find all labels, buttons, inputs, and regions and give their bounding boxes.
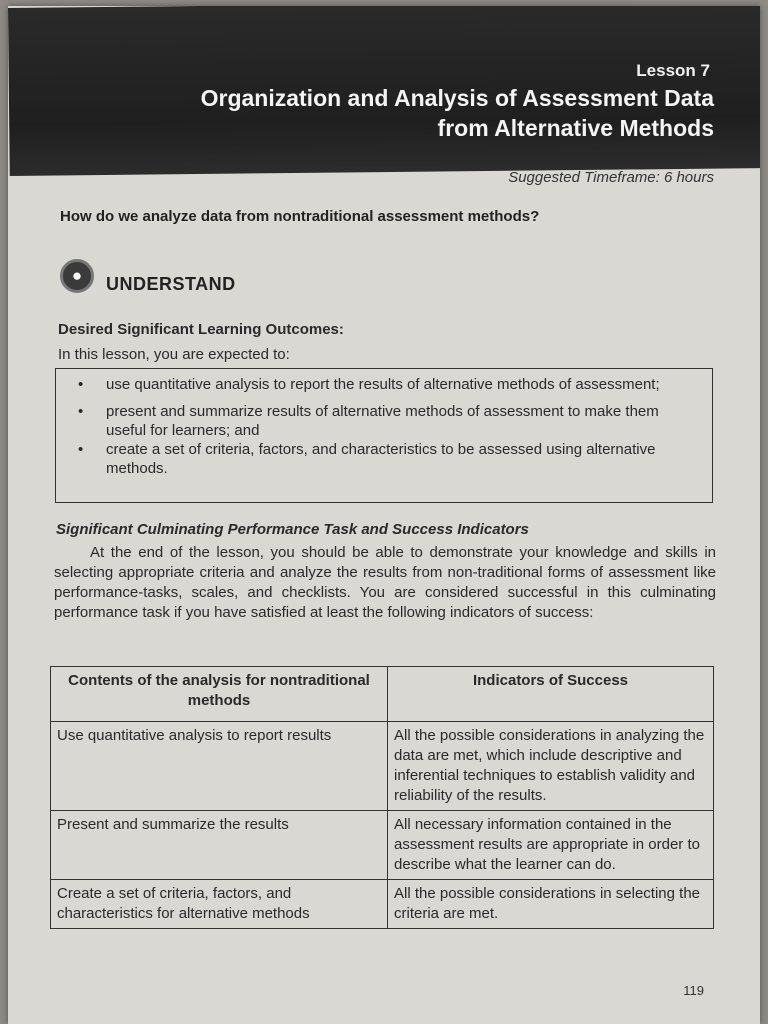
essential-question: How do we analyze data from nontraditional assessment methods? <box>60 208 540 225</box>
bullet-icon: • <box>78 403 84 420</box>
lesson-title-line-1: Organization and Analysis of Assessment Data <box>200 85 714 111</box>
outcomes-box <box>55 368 713 503</box>
lightbulb-icon: ● <box>60 259 94 293</box>
lesson-title-line-2: from Alternative Methods <box>437 115 714 141</box>
outcome-item: • use quantitative analysis to report the results of alternative methods of assessment; <box>78 376 660 393</box>
table-cell: All the possible considerations in selecting the criteria are met. <box>388 880 714 929</box>
column-header: Contents of the analysis for nontraditional methods <box>51 667 388 722</box>
outcome-item: • present and summarize results of alternative methods of assessment to make them useful for learners; and <box>78 403 659 439</box>
table-cell: Present and summarize the results <box>51 811 388 880</box>
bullet-icon: • <box>78 376 84 393</box>
culminating-task-paragraph: At the end of the lesson, you should be able to demonstrate your knowledge and skills in selecting appropriate criteria and analyze the results from non-traditional forms of assessment like performance-tasks, scales, and checklists. You are considered successful in this culminating performance task if you have satisfied at least the following indicators of success: <box>54 544 716 621</box>
outcomes-heading: Desired Significant Learning Outcomes: <box>58 321 344 338</box>
culminating-task-heading: Significant Culminating Performance Task and Success Indicators <box>56 521 529 538</box>
outcomes-intro: In this lesson, you are expected to: <box>58 346 290 363</box>
lesson-label: Lesson 7 <box>636 61 710 80</box>
suggested-timeframe: Suggested Timeframe: 6 hours <box>508 169 714 186</box>
page-number: 119 <box>683 983 704 998</box>
outcomes-list <box>78 375 698 478</box>
table-cell: Create a set of criteria, factors, and characteristics for alternative methods <box>51 880 388 929</box>
column-header: Indicators of Success <box>388 667 714 722</box>
table-cell: All the possible considerations in analyzing the data are met, which include descriptive and inferential techniques to establish validity and reliability of the results. <box>388 722 714 811</box>
table-row <box>51 811 714 880</box>
table-header-row <box>51 667 714 722</box>
table-row <box>51 880 714 929</box>
table-row <box>51 722 714 811</box>
table-cell: Use quantitative analysis to report results <box>51 722 388 811</box>
outcome-item: • create a set of criteria, factors, and characteristics to be assessed using alternative methods. <box>78 441 656 477</box>
success-indicators-table <box>50 666 714 929</box>
table-cell: All necessary information contained in the assessment results are appropriate in order to describe what the learner can do. <box>388 811 714 880</box>
bullet-icon: • <box>78 441 84 458</box>
understand-heading: UNDERSTAND <box>106 274 236 294</box>
understand-section-header <box>60 256 236 295</box>
lesson-title <box>114 83 714 143</box>
book-page <box>8 6 760 1024</box>
